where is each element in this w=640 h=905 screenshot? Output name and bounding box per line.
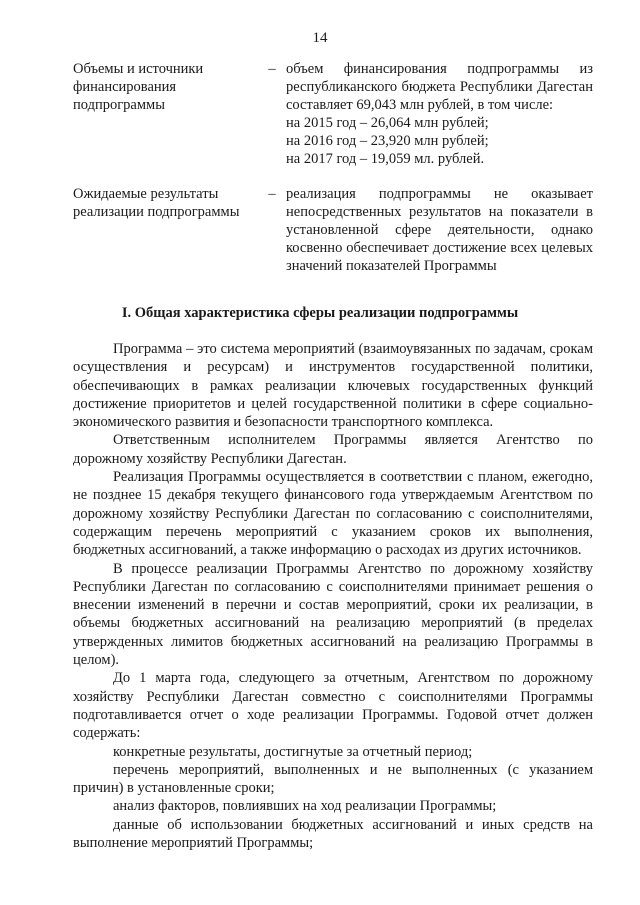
- passport-label: Объемы и источники финансирования подпрограммы: [73, 61, 204, 113]
- passport-value-line: на 2017 год – 19,059 мл. рублей.: [286, 151, 485, 167]
- passport-value-line: на 2016 год – 23,920 млн рублей;: [286, 133, 489, 149]
- passport-value: [286, 185, 593, 275]
- passport-dash: –: [268, 61, 276, 77]
- passport-label: Ожидаемые результаты реализации подпрограммы: [73, 186, 240, 220]
- paragraph: Ответственным исполнителем Программы является Агентство по дорожному хозяйству Республики Дагестан.: [73, 432, 593, 467]
- page-number: 14: [312, 30, 328, 46]
- paragraph: Реализация Программы осуществляется в соответствии с планом, ежегодно, не позднее 15 декабря текущего финансового года утверждаемым Агентством по дорожному хозяйству Республики Дагестан по согласованию с соисполнителями, содержащим перечень мероприятий с указанием сроков их выполнения, бюджетных ассигнований, а также информацию о расходах из других источников.: [73, 469, 593, 559]
- passport-row-financing: [73, 60, 593, 168]
- paragraph: В процессе реализации Программы Агентство по дорожному хозяйству Республики Дагестан по согласованию с соисполнителями принимает решения о внесении изменений в перечни и состав мероприятий, сроки их реализации, в объемы бюджетных ассигнований на реализацию мероприятий (в пределах утвержденных лимитов бюджетных ассигнований на реализацию Программы в целом).: [73, 560, 593, 669]
- passport-value-line: на 2015 год – 26,064 млн рублей;: [286, 115, 489, 131]
- passport-value: [286, 60, 593, 168]
- body-text: [73, 340, 593, 852]
- list-item: перечень мероприятий, выполненных и не выполненных (с указанием причин) в установленные сроки;: [73, 761, 593, 797]
- passport-value-text: объем финансирования подпрограммы из республиканского бюджета Республики Дагестан составляет 69,043 млн рублей, в том числе:: [286, 61, 593, 113]
- passport-value-text: реализация подпрограммы не оказывает непосредственных результатов на показатели в установленной сфере деятельности, однако косвенно обеспечивает достижение всех целевых значений показателей Программы: [286, 186, 593, 274]
- list-item: анализ факторов, повлиявших на ход реализации Программы;: [113, 798, 497, 815]
- passport-dash: –: [268, 186, 276, 202]
- passport-row-results: [73, 185, 593, 275]
- list-item: данные об использовании бюджетных ассигнований и иных средств на выполнение мероприятий Программы;: [73, 816, 593, 852]
- paragraph: До 1 марта года, следующего за отчетным, Агентством по дорожному хозяйству Республики Дагестан совместно с соисполнителями Программы подготавливается отчет о ходе реализации Программы. Годовой отчет должен содержать:: [73, 670, 593, 742]
- passport-table: [73, 60, 593, 275]
- section-title: I. Общая характеристика сферы реализации подпрограммы: [121, 305, 519, 321]
- paragraph: Программа – это система мероприятий (взаимоувязанных по задачам, срокам осуществления и ресурсам) и инструментов государственной политики, обеспечивающих в рамках реализации ключевых государственных функций достижение приоритетов и целей государственной политики в сфере социально-экономического развития и безопасности транспортного комплекса.: [73, 341, 593, 431]
- list-item: конкретные результаты, достигнутые за отчетный период;: [113, 743, 473, 760]
